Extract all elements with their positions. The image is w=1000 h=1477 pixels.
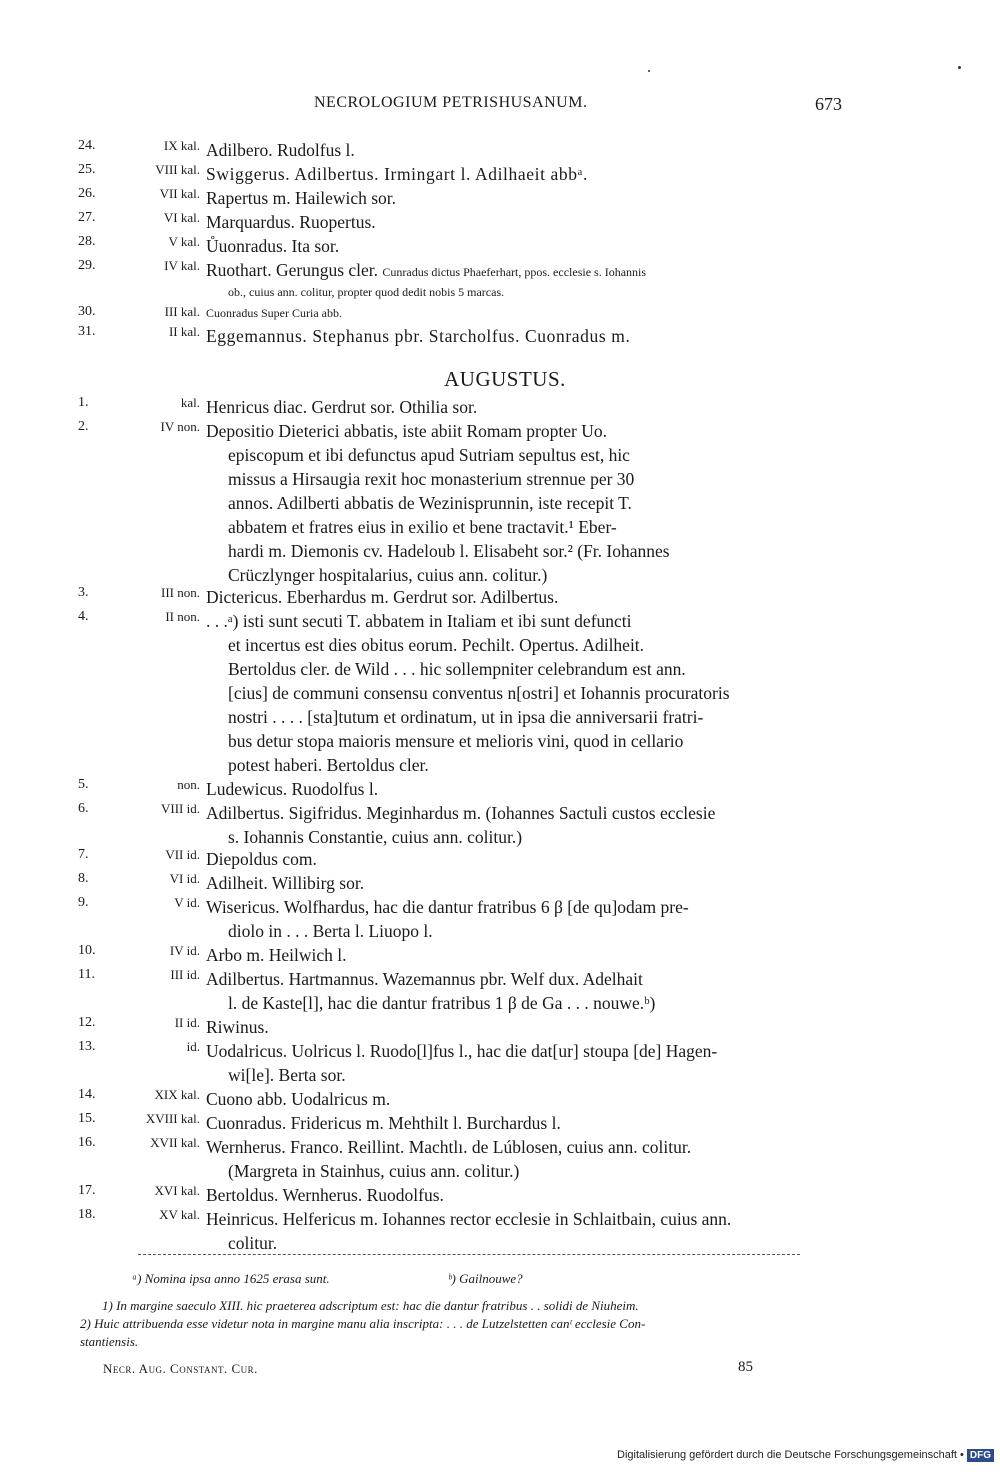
calendar-date: non. bbox=[177, 777, 200, 792]
calendar-date: VIII id. bbox=[161, 801, 200, 816]
entry-text: Arbo m. Heilwich l. bbox=[206, 945, 347, 965]
day-number: 27. bbox=[78, 210, 96, 225]
calendar-date: id. bbox=[186, 1039, 200, 1054]
calendar-date: kal. bbox=[180, 395, 200, 410]
entry-text: Eggemannus. Stephanus pbr. Starcholfus. Cuonradus m. bbox=[206, 326, 631, 346]
calendar-date: II kal. bbox=[168, 324, 200, 339]
entry-text: annos. Adilberti abbatis de Wezinisprunnin, iste recepit T. bbox=[228, 493, 632, 513]
entry-text: colitur. bbox=[228, 1233, 278, 1253]
entry-text: bus detur stopa maioris mensure et melioris vini, quod in cellario bbox=[228, 731, 684, 751]
footnote-1: 1) In margine saeculo XIII. hic praeterea adscriptum est: hac die dantur fratribus . . solidi de Niuheim. bbox=[102, 1298, 639, 1313]
entry-text: Rapertus m. Hailewich sor. bbox=[206, 188, 397, 208]
calendar-date: XVI kal. bbox=[154, 1183, 200, 1198]
day-number: 1. bbox=[78, 395, 89, 410]
day-number: 4. bbox=[78, 609, 89, 624]
entry-text: Riwinus. bbox=[206, 1017, 269, 1037]
entry-note: Cunradus dictus Phaeferhart, ppos. ecclesie s. Iohannis bbox=[382, 265, 647, 279]
calendar-date: III non. bbox=[161, 585, 200, 600]
entry-text: episcopum et ibi defunctus apud Sutriam sepultus est, hic bbox=[228, 445, 630, 465]
section-title: AUGUSTUS. bbox=[444, 367, 566, 391]
entry-text: Cuono abb. Uodalricus m. bbox=[206, 1089, 391, 1109]
entry-text: abbatem et fratres eius in exilio et bene tractavit.¹ Eber- bbox=[228, 517, 617, 537]
day-number: 17. bbox=[78, 1183, 96, 1198]
entry-text: Adilheit. Willibirg sor. bbox=[206, 873, 365, 893]
day-number: 18. bbox=[78, 1207, 96, 1222]
day-number: 30. bbox=[78, 304, 96, 319]
footnote-b: ᵇ) Gailnouwe? bbox=[448, 1271, 523, 1286]
day-number: 11. bbox=[78, 967, 95, 982]
footnote-2-continued: stantiensis. bbox=[80, 1334, 139, 1349]
entry-main: Ruothart. Gerungus cler. bbox=[206, 260, 379, 280]
footer-sheet-number: 85 bbox=[738, 1359, 753, 1375]
entry-text: nostri . . . . [sta]tutum et ordinatum, ut in ipsa die anniversarii fratri- bbox=[228, 707, 704, 727]
entry-text: Adilbertus. Sigifridus. Meginhardus m. (Iohannes Sactuli custos ecclesie bbox=[206, 803, 716, 823]
scan-speck bbox=[958, 66, 961, 69]
running-title: NECROLOGIUM PETRISHUSANUM. bbox=[314, 94, 588, 111]
entry-text: Henricus diac. Gerdrut sor. Othilia sor. bbox=[206, 397, 478, 417]
day-number: 9. bbox=[78, 895, 89, 910]
day-number: 26. bbox=[78, 186, 96, 201]
calendar-date: IV id. bbox=[169, 943, 200, 958]
entry-text: . . .ᵃ) isti sunt secuti T. abbatem in Italiam et ibi sunt defuncti bbox=[206, 611, 632, 631]
dfg-attribution bbox=[617, 1449, 994, 1462]
calendar-date: V kal. bbox=[168, 234, 200, 249]
footnote-2: 2) Huic attribuenda esse videtur nota in margine manu alia inscripta: . . . de Lutzelstetten canᵗ ecclesie Con- bbox=[80, 1316, 646, 1331]
entry-text: Bertoldus cler. de Wild . . . hic sollempniter celebrandum est ann. bbox=[228, 659, 686, 679]
entry-text: [cius] de communi consensu conventus n[ostri] et Iohannis procuratoris bbox=[228, 683, 730, 703]
day-number: 25. bbox=[78, 162, 96, 177]
calendar-date: VI id. bbox=[169, 871, 200, 886]
entry-text: wi[le]. Berta sor. bbox=[228, 1065, 346, 1085]
entry-text: Cuonradus. Fridericus m. Mehthilt l. Burchardus l. bbox=[206, 1113, 561, 1133]
day-number: 8. bbox=[78, 871, 89, 886]
entry-text: diolo in . . . Berta l. Liuopo l. bbox=[228, 921, 433, 941]
calendar-date: VII kal. bbox=[159, 186, 200, 201]
day-number: 6. bbox=[78, 801, 89, 816]
calendar-date: III kal. bbox=[164, 304, 200, 319]
entry-text: Crüczlynger hospitalarius, cuius ann. colitur.) bbox=[228, 565, 548, 585]
entry-text: Heinricus. Helfericus m. Iohannes rector ecclesie in Schlaitbain, cuius ann. bbox=[206, 1209, 732, 1229]
calendar-date: IX kal. bbox=[163, 138, 200, 153]
day-number: 14. bbox=[78, 1087, 96, 1102]
entry-text: Dictericus. Eberhardus m. Gerdrut sor. Adilbertus. bbox=[206, 587, 559, 607]
entry-note-line: ob., cuius ann. colitur, propter quod dedit nobis 5 marcas. bbox=[228, 285, 505, 299]
entry-text: Ůuonradus. Ita sor. bbox=[206, 236, 340, 256]
day-number: 15. bbox=[78, 1111, 96, 1126]
calendar-date: IV non. bbox=[160, 419, 200, 434]
entry-text: s. Iohannis Constantie, cuius ann. colitur.) bbox=[228, 827, 523, 847]
page-number: 673 bbox=[815, 94, 842, 114]
calendar-date: III id. bbox=[170, 967, 200, 982]
entry-text: Adilbero. Rudolfus l. bbox=[206, 140, 355, 160]
calendar-date: XIX kal. bbox=[154, 1087, 200, 1102]
footnote-a: ᵃ) Nomina ipsa anno 1625 erasa sunt. bbox=[132, 1271, 330, 1286]
entry-text: l. de Kaste[l], hac die dantur fratribus 1 β de Ga . . . nouwe.ᵇ) bbox=[228, 993, 656, 1013]
dfg-text: Digitalisierung gefördert durch die Deutsche Forschungsgemeinschaft • bbox=[617, 1449, 964, 1461]
day-number: 24. bbox=[78, 138, 96, 153]
dfg-logo: DFG bbox=[967, 1449, 994, 1462]
day-number: 29. bbox=[78, 258, 96, 273]
calendar-date: XVIII kal. bbox=[145, 1111, 200, 1126]
entry-text: Depositio Dieterici abbatis, iste abiit Romam propter Uo. bbox=[206, 421, 607, 441]
footer-signature: Necr. Aug. Constant. Cur. bbox=[103, 1361, 258, 1376]
calendar-date: VI kal. bbox=[163, 210, 200, 225]
entry-text: Swiggerus. Adilbertus. Irmingart l. Adilhaeit abbᵃ. bbox=[206, 164, 588, 184]
calendar-date: XV kal. bbox=[159, 1207, 200, 1222]
entry-text: Bertoldus. Wernherus. Ruodolfus. bbox=[206, 1185, 444, 1205]
entry-text: (Margreta in Stainhus, cuius ann. colitur.) bbox=[228, 1161, 520, 1181]
day-number: 16. bbox=[78, 1135, 96, 1150]
day-number: 31. bbox=[78, 324, 96, 339]
entry-text: Wisericus. Wolfhardus, hac die dantur fratribus 6 β [de qu]odam pre- bbox=[206, 897, 689, 917]
entry-text bbox=[206, 258, 860, 284]
day-number: 5. bbox=[78, 777, 89, 792]
footnote-divider bbox=[138, 1254, 800, 1255]
entry-note: Cuonradus Super Curia abb. bbox=[206, 306, 342, 320]
day-number: 7. bbox=[78, 847, 89, 862]
entry-text: Diepoldus com. bbox=[206, 849, 317, 869]
calendar-date: II id. bbox=[174, 1015, 200, 1030]
day-number: 2. bbox=[78, 419, 89, 434]
day-number: 28. bbox=[78, 234, 96, 249]
entry-text: Uodalricus. Uolricus l. Ruodo[l]fus l., hac die dat[ur] stoupa [de] Hagen- bbox=[206, 1041, 718, 1061]
entry-text: Marquardus. Ruopertus. bbox=[206, 212, 376, 232]
entry-text: Adilbertus. Hartmannus. Wazemannus pbr. Welf dux. Adelhait bbox=[206, 969, 643, 989]
scan-speck bbox=[648, 70, 650, 72]
calendar-date: IV kal. bbox=[164, 258, 200, 273]
day-number: 10. bbox=[78, 943, 96, 958]
day-number: 13. bbox=[78, 1039, 96, 1054]
entry-text: Ludewicus. Ruodolfus l. bbox=[206, 779, 379, 799]
page-header bbox=[0, 94, 1000, 118]
entry-text: Wernherus. Franco. Reillint. Machtlı. de Lúblosen, cuius ann. colitur. bbox=[206, 1137, 692, 1157]
day-number: 3. bbox=[78, 585, 89, 600]
calendar-date: II non. bbox=[165, 609, 200, 624]
day-number: 12. bbox=[78, 1015, 96, 1030]
calendar-date: VIII kal. bbox=[155, 162, 200, 177]
entry-text: potest haberi. Bertoldus cler. bbox=[228, 755, 429, 775]
calendar-date: V id. bbox=[174, 895, 200, 910]
entry-text: et incertus est dies obitus eorum. Pechilt. Opertus. Adilheit. bbox=[228, 635, 645, 655]
calendar-date: VII id. bbox=[165, 847, 200, 862]
calendar-date: XVII kal. bbox=[150, 1135, 200, 1150]
entry-text: missus a Hirsaugia rexit hoc monasterium strennue per 30 bbox=[228, 469, 635, 489]
entry-text: hardi m. Diemonis cv. Hadeloub l. Elisabeht sor.² (Fr. Iohannes bbox=[228, 541, 670, 561]
